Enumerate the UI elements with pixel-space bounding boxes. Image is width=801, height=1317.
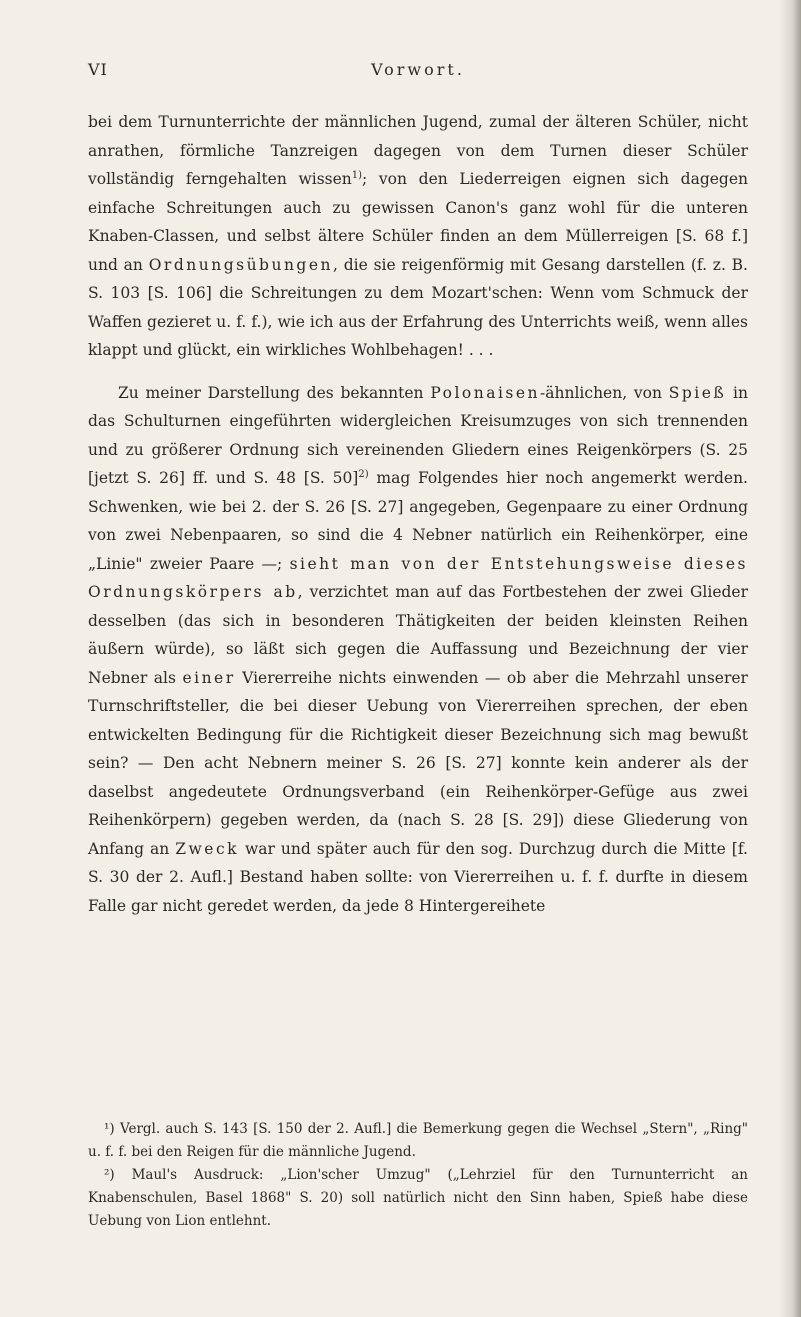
- paragraph-2-text: in das Schulturnen eingeführten widergleichen Kreisumzuges von sich trennenden und zu größerer Ordnung sich vereinenden Gliedern eines Reigenkörpers (S. 25 [jetzt S. 26] ff. und S. 48 [S. 50]: [88, 383, 748, 487]
- paragraph-1-text: , die sie reigenförmig mit Gesang darstellen (f. z. B. S. 103 [S. 106] die Schreitungen zu dem Mozart'schen: Wenn vom Schmuck der Waffen gezieret u. f. f.), wie ich aus der Erfahrung des Unterrichts weiß, wenn alles klappt und glückt, ein wirkliches Wohlbehagen! . . .: [88, 255, 748, 359]
- paragraph-2-text: war und später auch für den sog. Durchzug durch die Mitte [f. S. 30 der 2. Aufl.] Bestand haben sollte: von Viererreihen u. f. f. durfte in diesem Falle gar nicht geredet werden, da jede 8 Hintergereihete: [88, 839, 748, 915]
- emphasis-spiess: Spieß: [668, 383, 727, 402]
- paragraph-1-text: bei dem Turnunterrichte der männlichen Jugend, zumal der älteren Schüler, nicht anrathen, förmliche Tanzreigen dagegen von dem Turnen dieser Schüler vollständig ferngehalten wissen: [88, 113, 748, 188]
- paragraph-2: [88, 379, 748, 921]
- paragraph-1-text: ; von den Liederreigen eignen sich dagegen einfache Schreitungen auch zu gewissen Canon's ganz wohl für die unteren Knaben-Classen, und selbst ältere Schüler finden an dem Müllerreigen [S. 68 f.] und an: [88, 170, 748, 274]
- page-header: [88, 60, 748, 90]
- emphasis-einer: einer: [182, 668, 236, 687]
- footnote-marker-2[interactable]: 2): [358, 468, 369, 480]
- emphasis-polonaisen: Polonaisen: [430, 383, 541, 402]
- emphasis-ordnungsuebungen: Ordnungsübungen: [148, 255, 334, 274]
- paragraph-2-text: Viererreihe nichts einwenden — ob aber die Mehrzahl unserer Turnschriftsteller, die bei dieser Uebung von Viererreihen sprechen, der eben entwickelten Bedingung für die Richtigkeit dieser Bezeichnung sich mag bewußt sein? — Den acht Nebnern meiner S. 26 [S. 27] konnte kein anderer als der daselbst angedeutete Ordnungsverband (ein Reihenkörper-Gefüge aus zwei Reihenkörpern) gegeben werden, da (nach S. 28 [S. 29]) diese Gliederung von Anfang an: [88, 668, 748, 858]
- footnote-marker-1[interactable]: 1): [351, 169, 363, 181]
- paragraph-2-text: Zu meiner Darstellung des bekannten: [118, 383, 424, 402]
- footnote-1: ¹) Vergl. auch S. 143 [S. 150 der 2. Aufl.] die Bemerkung gegen die Wechsel „Stern", „Ring" u. f. f. bei den Reigen für die männliche Jugend.: [88, 1121, 748, 1160]
- body-text: [88, 108, 748, 920]
- page-edge-shadow: [779, 0, 801, 1317]
- paragraph-2-text: mag Folgendes hier noch angemerkt werden. Schwenken, wie bei 2. der S. 26 [S. 27] angegeben, Gegenpaare zu einer Ordnung von zwei Nebenpaaren, so sind die 4 Nebner natürlich ein Reihenkörper, eine „Linie" zweier Paare —;: [88, 469, 748, 573]
- emphasis-entstehungsweise: sieht man von der Entstehungsweise dieses Ordnungskörpers ab: [88, 554, 748, 601]
- footnotes: [88, 1118, 748, 1233]
- paragraph-1: [88, 108, 748, 365]
- paragraph-2-text: -ähnlichen, von: [540, 383, 662, 402]
- running-title: Vorwort.: [371, 60, 465, 79]
- emphasis-zweck: Zweck: [175, 839, 240, 858]
- page-number: VI: [88, 60, 108, 79]
- paragraph-2-text: , verzichtet man auf das Fortbestehen der zwei Glieder desselben (das sich in besonderen Thätigkeiten der beiden kleinsten Reihen äußern würde), so läßt sich gegen die Auffassung und Bezeichnung der vier Nebner als: [88, 583, 748, 687]
- footnote-2: ²) Maul's Ausdruck: „Lion'scher Umzug" („Lehrziel für den Turnunterricht an Knabenschulen, Basel 1868" S. 20) soll natürlich nicht den Sinn haben, Spieß habe diese Uebung von Lion entlehnt.: [88, 1167, 748, 1229]
